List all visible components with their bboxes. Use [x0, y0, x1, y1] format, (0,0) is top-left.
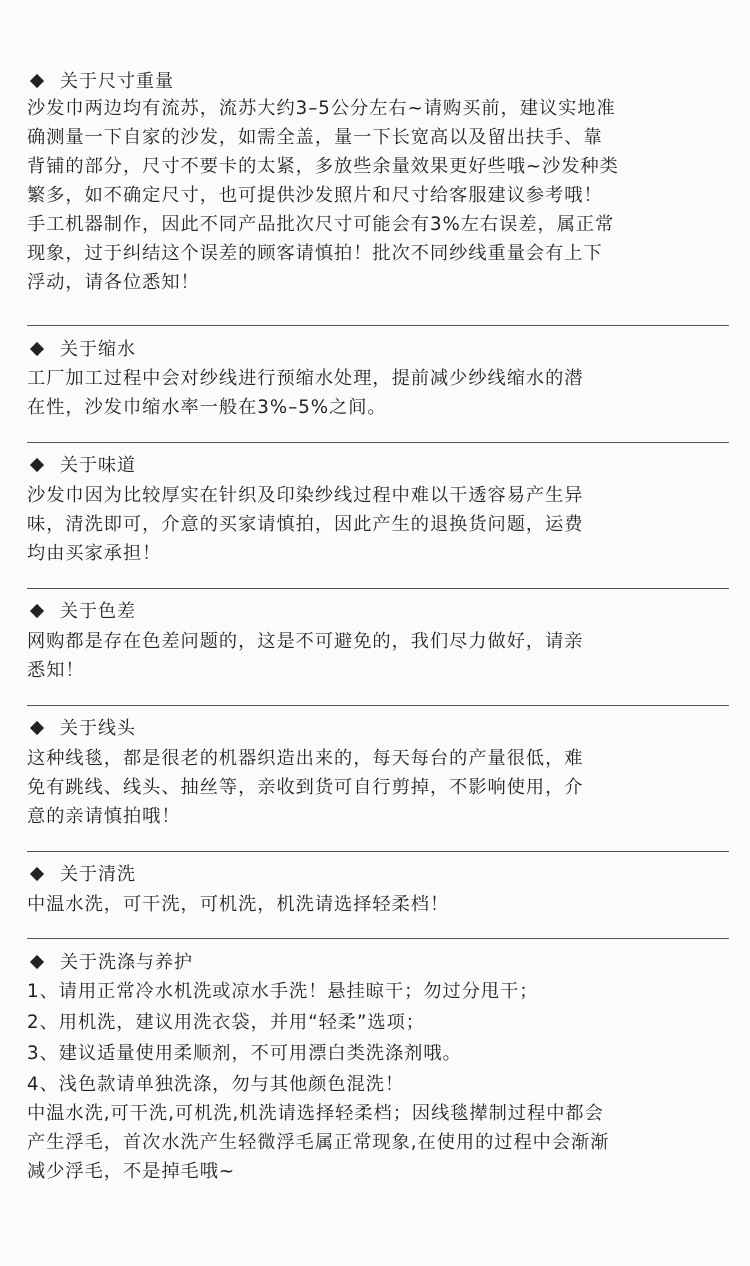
- section-divider: [27, 442, 729, 443]
- text-line: 背铺的部分，尺寸不要卡的太紧，多放些余量效果更好些哦~沙发种类: [27, 156, 619, 177]
- section-heading: 关于色差: [28, 599, 136, 625]
- section-divider: [27, 325, 729, 326]
- text-line: 手工机器制作，因此不同产品批次尺寸可能会有3%左右误差，属正常: [27, 214, 615, 235]
- section-heading: 关于洗涤与养护: [28, 950, 193, 976]
- text-line: 在性，沙发巾缩水率一般在3%–5%之间。: [27, 397, 387, 418]
- text-line: 工厂加工过程中会对纱线进行预缩水处理，提前减少纱线缩水的潜: [27, 368, 584, 389]
- care-step-1: 1、请用正常冷水机洗或凉水手洗！悬挂晾干；勿过分甩干；: [27, 981, 539, 1002]
- care-step-3: 3、建议适量使用柔顺剂，不可用漂白类洗涤剂哦。: [27, 1043, 462, 1064]
- text-line: 减少浮毛，不是掉毛哦~: [27, 1161, 236, 1182]
- text-line: 现象，过于纠结这个误差的顾客请慎拍！批次不同纱线重量会有上下: [27, 243, 603, 264]
- diamond-bullet-icon: [30, 604, 44, 618]
- text-line: 浮动，请各位悉知！: [27, 272, 200, 293]
- section-heading: 关于清洗: [28, 862, 136, 888]
- text-line: 悉知！: [27, 660, 85, 681]
- text-line: 沙发巾两边均有流苏，流苏大约3–5公分左右~请购买前，建议实地准: [27, 98, 616, 119]
- text-line: 中温水洗,可干洗,可机洗,机洗请选择轻柔档；因线毯撵制过程中都会: [27, 1103, 604, 1124]
- text-line: 这种线毯，都是很老的机器织造出来的，每天每台的产量很低，难: [27, 748, 584, 769]
- section-heading: 关于线头: [28, 716, 136, 742]
- section-divider: [27, 588, 729, 589]
- text-line: 意的亲请慎拍哦！: [27, 806, 181, 827]
- diamond-bullet-icon: [30, 74, 44, 88]
- text-line: 免有跳线、线头、抽丝等，亲收到货可自行剪掉，不影响使用，介: [27, 777, 584, 798]
- diamond-bullet-icon: [30, 867, 44, 881]
- text-line: 网购都是存在色差问题的，这是不可避免的，我们尽力做好，请亲: [27, 631, 584, 652]
- care-step-4: 4、浅色款请单独洗涤，勿与其他颜色混洗！: [27, 1074, 405, 1095]
- text-line: 中温水洗，可干洗，可机洗，机洗请选择轻柔档！: [27, 894, 450, 915]
- text-line: 沙发巾因为比较厚实在针织及印染纱线过程中难以干透容易产生异: [27, 485, 584, 506]
- diamond-bullet-icon: [30, 458, 44, 472]
- diamond-bullet-icon: [30, 342, 44, 356]
- text-line: 味，清洗即可，介意的买家请慎拍，因此产生的退换货问题，运费: [27, 514, 584, 535]
- section-heading: 关于尺寸重量: [28, 69, 174, 95]
- section-divider: [27, 938, 729, 939]
- text-line: 均由买家承担！: [27, 543, 162, 564]
- care-step-2: 2、用机洗，建议用洗衣袋，并用“轻柔”选项；: [27, 1012, 425, 1033]
- section-divider: [27, 851, 729, 852]
- text-line: 确测量一下自家的沙发，如需全盖，量一下长宽高以及留出扶手、靠: [27, 127, 603, 148]
- diamond-bullet-icon: [30, 721, 44, 735]
- section-heading: 关于缩水: [28, 337, 136, 363]
- text-line: 产生浮毛，首次水洗产生轻微浮毛属正常现象,在使用的过程中会渐渐: [27, 1132, 610, 1153]
- section-heading: 关于味道: [28, 453, 136, 479]
- text-line: 繁多，如不确定尺寸，也可提供沙发照片和尺寸给客服建议参考哦！: [27, 185, 603, 206]
- diamond-bullet-icon: [30, 955, 44, 969]
- section-divider: [27, 705, 729, 706]
